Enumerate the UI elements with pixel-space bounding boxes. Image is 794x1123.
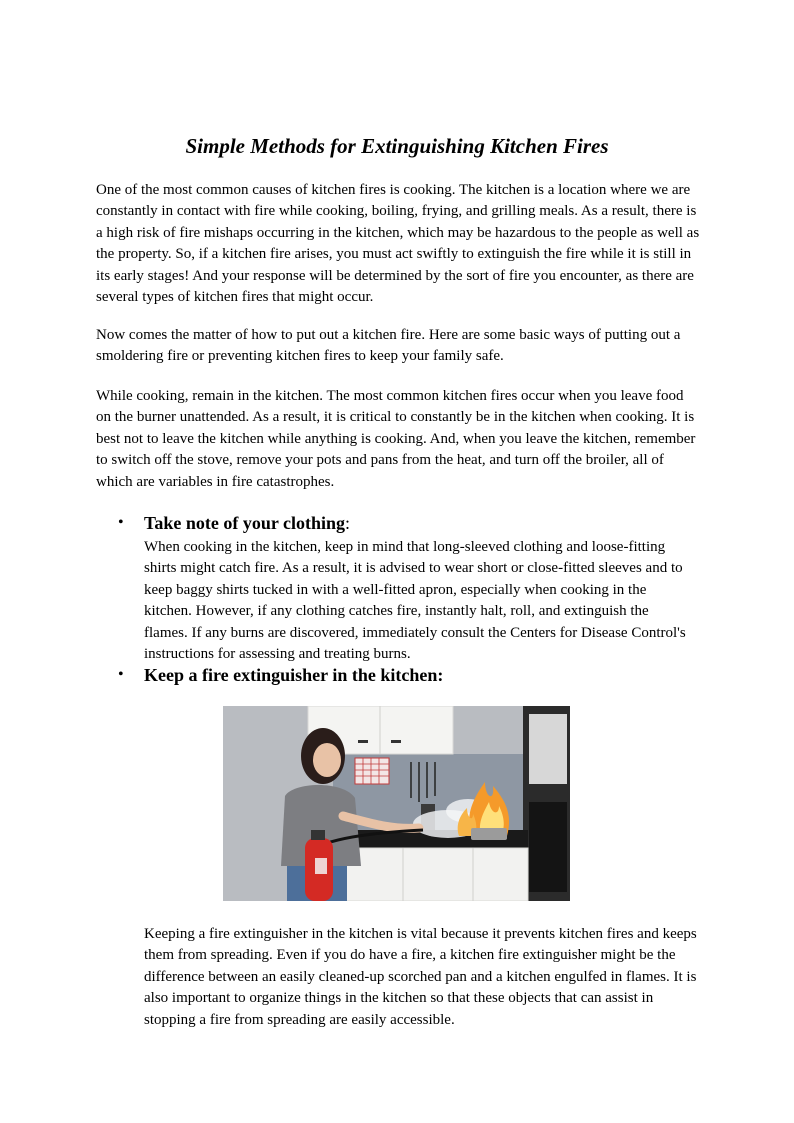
bullet-body-clothing: When cooking in the kitchen, keep in mind that long-sleeved clothing and loose-fitting shirts might catch fire. As a result, it is advised to wear short or close-fitted sleeves and to keep baggy shirts tucked in with a well-fitted apron, especially when cooking in the kitchen. However, if any clothing catches fire, instantly halt, roll, and extinguish the flames. If any burns are discovered, immediately consult the Centers for Disease Control's instructions for assessing and treating burns.	[144, 539, 686, 663]
kitchen-fire-illustration	[223, 706, 570, 901]
cabinet-handle	[358, 740, 368, 743]
bullet-heading-extinguisher	[144, 663, 443, 687]
intro-paragraph: One of the most common causes of kitchen fires is cooking. The kitchen is a location where we are constantly in contact with fire while cooking, boiling, frying, and grilling meals. As a result, there is a high risk of fire mishaps occurring in the kitchen, which may be hazardous to the people as well as the property. So, if a kitchen fire arises, you must act swiftly to extinguish the fire while it is still in its early stages! And your response will be determined by the sort of fire you encounter, as there are several types of kitchen fires that might occur.	[96, 182, 700, 306]
pot	[471, 828, 507, 840]
dish-towel	[355, 758, 389, 784]
closing-paragraph: Keeping a fire extinguisher in the kitchen is vital because it prevents kitchen fires and keeps them from spreading. Even if you do have a fire, a kitchen fire extinguisher might be the difference between an easily cleaned-up scorched pan and a kitchen engulfed in flames. It is also important to organize things in the kitchen so that these objects that can assist in stopping a fire from spreading are easily accessible.	[144, 926, 697, 1028]
bullet-heading-text: Keep a fire extinguisher in the kitchen	[144, 665, 438, 685]
bullet-glyph: •	[118, 666, 124, 683]
bullet-heading-suffix: :	[345, 513, 351, 533]
oven-door-lower	[529, 802, 567, 892]
oven-door-upper	[529, 714, 567, 784]
bullet-heading-clothing	[144, 511, 350, 535]
kitchen-fire-photo	[223, 706, 570, 901]
document-title: Simple Methods for Extinguishing Kitchen Fires	[185, 134, 609, 158]
methods-paragraph: Now comes the matter of how to put out a kitchen fire. Here are some basic ways of putting out a smoldering fire or preventing kitchen fires to keep your family safe.	[96, 327, 681, 365]
bullet-heading-text: Take note of your clothing	[144, 513, 346, 533]
bullet-heading-suffix: :	[437, 665, 444, 685]
bullet-glyph: •	[118, 514, 124, 531]
woman-face	[313, 743, 341, 777]
cabinet-handle	[391, 740, 401, 743]
stay-in-kitchen-paragraph: While cooking, remain in the kitchen. The most common kitchen fires occur when you leave food on the burner unattended. As a result, it is critical to constantly be in the kitchen when cooking. It is best not to leave the kitchen while anything is cooking. And, when you leave the kitchen, remember to switch off the stove, remove your pots and pans from the heat, and turn off the broiler, all of which are variables in fire catastrophes.	[96, 388, 696, 490]
